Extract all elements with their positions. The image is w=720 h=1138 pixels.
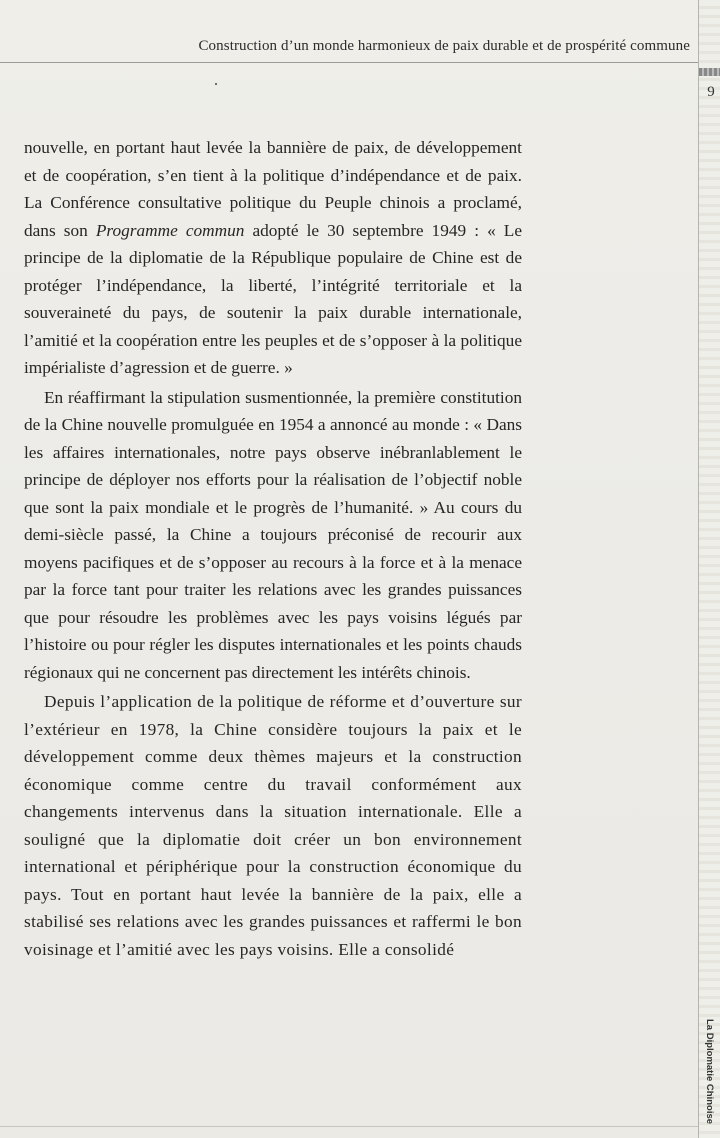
decorative-margin-strip: [698, 0, 720, 1138]
paragraph-1: [24, 134, 522, 382]
body-text: [24, 134, 522, 963]
print-speck: [215, 83, 217, 85]
paragraph-3: Depuis l’application de la politique de réforme et d’ouverture sur l’extérieur en 1978, la Chine considère toujours la paix et le développement comme deux thèmes majeurs et la construction économique comme centre du travail conformément aux changements intervenus dans la situation internationale. Elle a souligné que la diplomatie doit créer un bon environnement international et périphérique pour la construction économique du pays. Tout en portant haut levée la bannière de la paix, elle a stabilisé ses relations avec les grandes puissances et raffermi le bon voisinage et l’amitié avec les pays voisins. Elle a consolidé: [24, 692, 522, 959]
spine-label: [701, 1016, 719, 1126]
page-number: 9: [707, 84, 715, 100]
paragraph-1-text-a: nouvelle, en portant haut levée la bannière de paix, de développement et de coopération, s’en tient à la politique d’indépendance et de paix. La Conférence consultative politique du Peuple chinois a proclamé, dans son: [24, 138, 522, 240]
paragraph-1-text-b: adopté le 30 septembre 1949 : « Le principe de la diplomatie de la République populaire de Chine est de protéger l’indépendance, la liberté, l’intégrité territoriale et la souveraineté du pays, de soutenir la paix durable internationale, l’amitié et la coopération entre les peuples et de s’opposer à la politique impérialiste d’agression et de guerre. »: [24, 220, 522, 377]
spine-label-text: La Diplomatie Chinoise: [704, 1018, 716, 1124]
header-rule: [0, 62, 698, 63]
margin-strip-cap: [699, 68, 720, 76]
bottom-rule: [0, 1126, 698, 1127]
paragraph-2: En réaffirmant la stipulation susmentionnée, la première constitution de la Chine nouvelle promulguée en 1954 a annoncé au monde : « Dans les affaires internationales, notre pays observe inébranlablement le principe de déployer nos efforts pour la réalisation de l’objectif noble que sont la paix mondiale et le progrès de l’humanité. » Au cours du demi-siècle passé, la Chine a toujours préconisé de recourir aux moyens pacifiques et de s’opposer au recours à la force et à la menace par la force tant pour traiter les relations avec les grandes puissances que pour résoudre les problèmes avec les pays voisins légués par l’histoire ou pour régler les disputes internationales et les points chauds régionaux qui ne concernent pas directement les intérêts chinois.: [24, 387, 522, 682]
running-head: Construction d’un monde harmonieux de paix durable et de prospérité commune: [198, 38, 690, 54]
programme-commun-title: Programme commun: [95, 220, 245, 240]
